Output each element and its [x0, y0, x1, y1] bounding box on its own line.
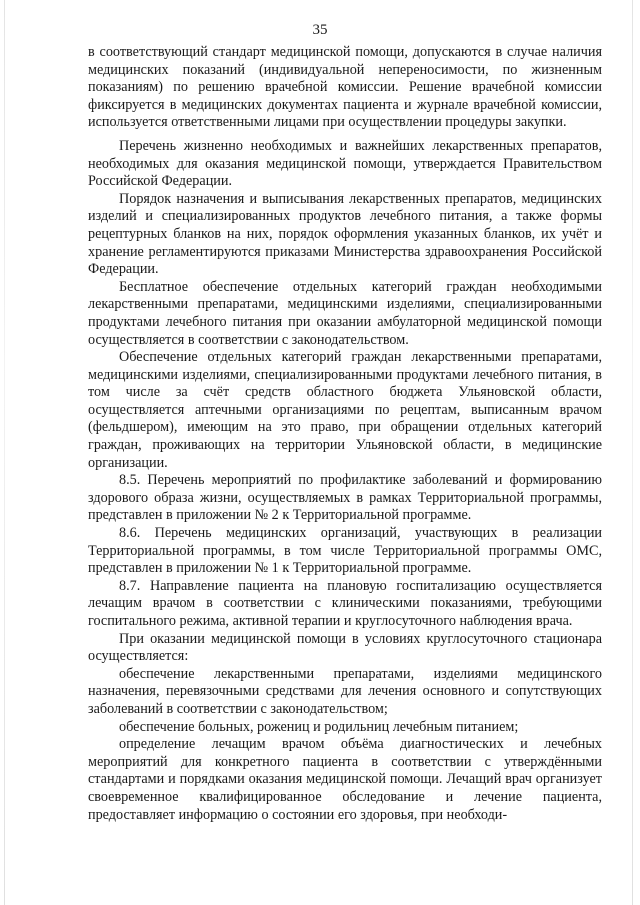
paragraph-8-5: 8.5. Перечень мероприятий по профилактике заболеваний и формированию здорового образа жизни, осуществляемых в рамках Территориальной программы, представлен в приложении № 2 к Территориальной программе. [88, 472, 602, 524]
paragraph-prescription-order: Порядок назначения и выписывания лекарственных препаратов, медицинских изделий и специализированных продуктов лечебного питания, а также формы рецептурных бланков на них, порядок оформления указанных бланков, их учёт и хранение регламентируются приказами Министерства здравоохранения Российской Федерации. [88, 190, 602, 278]
page-number: 35 [312, 22, 328, 38]
paragraph-nutrition: обеспечение больных, рожениц и родильниц лечебным питанием; [119, 718, 519, 735]
scan-edge-left [4, 0, 5, 905]
paragraph-inpatient-intro: При оказании медицинской помощи в условиях круглосуточного стационара осуществляется: [88, 630, 602, 665]
paragraph-continuation: в соответствующий стандарт медицинской помощи, допускаются в случае наличия медицинских показаний (индивидуальной непереносимости, по жизненным показаниям) по решению врачебной комиссии. Решение врачебной комиссии фиксируется в медицинских документах пациента и журнале врачебной комиссии, используется ответственными лицами при осуществлении процедуры закупки. [88, 44, 602, 131]
paragraph-medicines-supply: обеспечение лекарственными препаратами, изделиями медицинского назначения, перевязочными средствами для лечения основного и сопутствующих заболеваний в соответствии с законодательством; [88, 665, 602, 717]
paragraph-8-7: 8.7. Направление пациента на плановую госпитализацию осуществляется лечащим врачом в соответствии с клиническими показаниями, требующими госпитального режима, активной терапии и круглосуточного наблюдения врача. [88, 577, 602, 629]
document-body [88, 44, 602, 824]
paragraph-free-provision: Бесплатное обеспечение отдельных категорий граждан необходимыми лекарственными препаратами, медицинскими изделиями, специализированными продуктами лечебного питания при оказании амбулаторной медицинской помощи осуществляется в соответствии с законодательством. [88, 278, 602, 348]
paragraph-8-6: 8.6. Перечень медицинских организаций, участвующих в реализации Территориальной программы, в том числе Территориальной программы ОМС, представлен в приложении № 1 к Территориальной программе. [88, 525, 602, 577]
paragraph-pharmacy-provision: Обеспечение отдельных категорий граждан лекарственными препаратами, медицинскими изделиями, специализированными продуктами лечебного питания, в том числе за счёт средств областного бюджета Ульяновской области, осуществляется аптечными организациями по рецептам, выписанным врачом (фельдшером), имеющим на это право, при обращении отдельных категорий граждан, проживающих на территории Ульяновской области, в медицинские организации. [88, 349, 602, 471]
paragraph-medicines-list: Перечень жизненно необходимых и важнейших лекарственных препаратов, необходимых для оказания медицинской помощи, утверждается Правительством Российской Федерации. [88, 137, 602, 190]
scan-edge-right [632, 0, 633, 905]
paragraph-doctor-duties: определение лечащим врачом объёма диагностических и лечебных мероприятий для конкретного пациента в соответствии с утверждёнными стандартами и порядками оказания медицинской помощи. Лечащий врач организует своевременное квалифицированное обследование и лечение пациента, предоставляет информацию о состоянии его здоровья, при необходи- [88, 736, 602, 823]
